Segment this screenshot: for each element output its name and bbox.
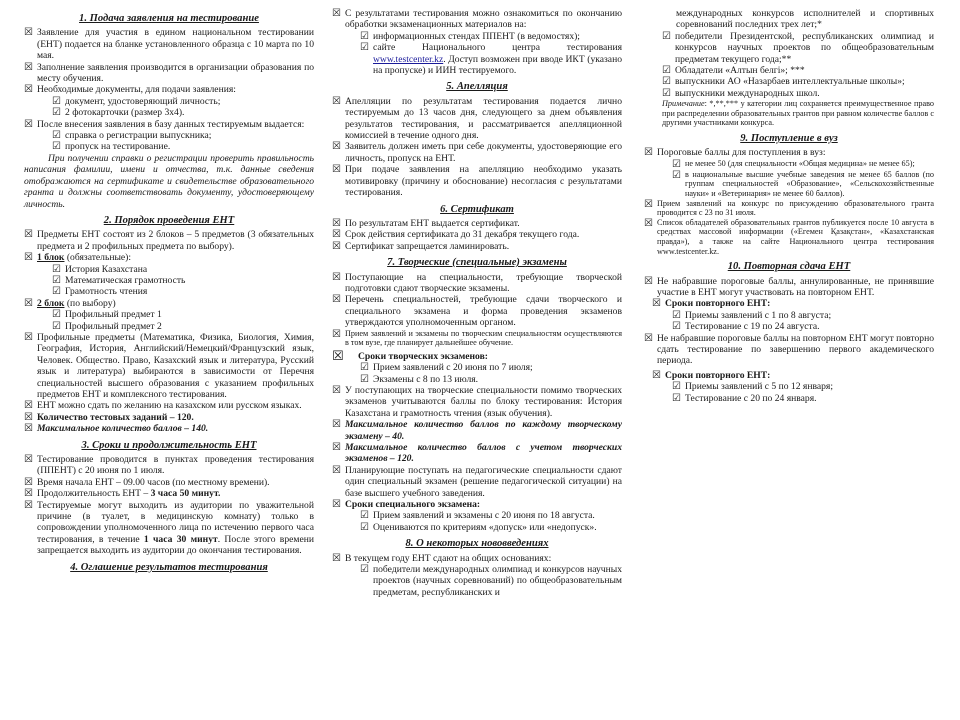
checkbox-icon: ☒ xyxy=(24,229,33,241)
list-item: ☒ Не набравшие пороговые баллы на повторном ЕНТ могут повторно сдать тестирование по завершению первого академического периода. xyxy=(644,332,934,367)
checkbox-icon: ☒ xyxy=(332,464,341,476)
list-item: ☒ Максимальное количество баллов с учетом творческих экзаменов – 120. xyxy=(332,442,622,465)
list-item: ☒ В текущем году ЕНТ сдают на общих основаниях: xyxy=(332,552,552,564)
list-subitem: ☑ выпускники международных школ. xyxy=(662,87,820,99)
checkbox-icon: ☒ xyxy=(332,217,341,229)
tick-icon: ☑ xyxy=(672,381,681,393)
list-item: ☒ У поступающих на творческие специальности помимо творческих экзаменов учитываются баллы по блоку тестирования: История Казахстана и грамотность чтения (язык обучения). xyxy=(332,384,622,419)
list-subitem: ☑ документ, удостоверяющий личность; xyxy=(52,95,221,107)
checkbox-icon: ☒ xyxy=(24,499,33,511)
checkbox-icon: ☒ xyxy=(24,118,33,130)
section-title-results: 4. Оглашение результатов тестирования xyxy=(70,561,268,573)
checkbox-icon: ☒ xyxy=(644,147,653,159)
checkbox-icon: ☒ xyxy=(644,217,653,229)
list-subitem: ☑ Обладатели «Алтын белгі»; *** xyxy=(662,65,805,77)
section-title-retake: 10. Повторная сдача ЕНТ xyxy=(727,261,851,273)
list-item: ☒ Тестирование проводится в пунктах проведения тестирования (ППЕНТ) с 20 июня по 1 июля. xyxy=(24,454,314,477)
checkbox-icon: ☒ xyxy=(332,229,341,241)
list-item: ☒ Сроки творческих экзаменов: xyxy=(332,348,488,364)
list-item: ☒ По результатам ЕНТ выдается сертификат. xyxy=(332,217,520,229)
checkbox-icon: ☒ xyxy=(332,294,341,306)
list-item: ☒ Тестируемые могут выходить из аудитории по уважительной причине (в туалет, в медицинскую комнату) только в сопровождении уполномоченного лица по истечению первого часа тестирования, в течение 1 часа 30 минут. После этого времени запрещается выходить из аудитории до окончания тестирования. xyxy=(24,499,314,557)
list-subitem: ☑ История Казахстана xyxy=(52,263,148,275)
list-item: ☒ ЕНТ можно сдать по желанию на казахском или русском языках. xyxy=(24,400,302,412)
tick-icon: ☑ xyxy=(52,286,61,298)
tick-icon: ☑ xyxy=(52,320,61,332)
tick-icon: ☑ xyxy=(52,309,61,321)
tick-icon: ☑ xyxy=(52,107,61,119)
tick-icon: ☑ xyxy=(672,321,681,333)
section-title-timing: 3. Сроки и продолжительность ЕНТ xyxy=(81,439,257,451)
list-subitem: ☑ победители международных олимпиад и конкурсов научных проектов (научных соревнований) по общеобразовательным предметам, республиканских и xyxy=(360,564,622,598)
checkbox-icon: ☒ xyxy=(24,476,33,488)
list-subitem: ☑ пропуск на тестирование. xyxy=(52,141,171,153)
list-subitem: ☑ справка о регистрации выпускника; xyxy=(52,130,212,142)
list-subitem: ☑ информационных стендах ППЕНТ (в ведомостях); xyxy=(360,30,580,42)
list-item: ☒ Прием заявлений и экзамены по творческим специальностям осуществляются в том вузе, где планирует дальнейшее обучение. xyxy=(332,328,622,348)
list-item: ☒ 1 блок (обязательные): xyxy=(24,252,132,264)
column-right xyxy=(644,8,934,404)
list-item: ☒ Сроки повторного ЕНТ: xyxy=(652,298,771,310)
section-title-certificate: 6. Сертификат xyxy=(440,203,514,215)
checkbox-icon: ☒ xyxy=(332,141,341,153)
checkbox-icon: ☒ xyxy=(332,348,344,364)
checkbox-icon: ☒ xyxy=(652,298,661,310)
checkbox-icon: ☒ xyxy=(24,411,33,423)
list-item: ☒ Необходимые документы, для подачи заявления: xyxy=(24,84,236,96)
section-title-application: 1. Подача заявления на тестирование xyxy=(79,13,259,24)
tick-icon: ☑ xyxy=(52,95,61,107)
checkbox-icon: ☒ xyxy=(332,8,341,19)
checkbox-icon: ☒ xyxy=(332,240,341,252)
checkbox-icon: ☒ xyxy=(332,419,341,431)
list-subitem: ☑ выпускники АО «Назарбаев интеллектуальные школы»; xyxy=(662,76,905,88)
section-title-appeal: 5. Апелляция xyxy=(446,81,508,93)
tick-icon: ☑ xyxy=(672,309,681,321)
section-title-creative-exams: 7. Творческие (специальные) экзамены xyxy=(387,257,567,269)
checkbox-icon: ☒ xyxy=(24,84,33,96)
list-subitem: ☑ победители Президентской, республиканских олимпиад и конкурсов научных проектов по общеобразовательным предметам текущего года;** xyxy=(662,30,934,65)
checkbox-icon: ☒ xyxy=(24,27,33,39)
checkbox-icon: ☒ xyxy=(644,198,653,210)
tick-icon: ☑ xyxy=(52,274,61,286)
tick-icon: ☑ xyxy=(360,373,369,385)
list-subitem: ☑ Прием заявлений с 20 июня по 7 июля; xyxy=(360,362,533,374)
section-title-procedure: 2. Порядок проведения ЕНТ xyxy=(103,214,235,226)
list-item: ☒ После внесения заявления в базу данных тестируемым выдается: xyxy=(24,118,305,130)
list-item: ☒ Список обладателей образовательных грантов публикуется после 10 августа в средствах массовой информации («Егемен Қазақстан», «Казахстанская правда»), а также на сайте Национального центра тестирования www.testcenter.kz. xyxy=(644,217,934,256)
checkbox-icon: ☒ xyxy=(24,400,33,412)
registration-note: При получении справки о регистрации проверить правильность написания фамилии, имени и отчества, т.к. данные сведения отображаются на сертификате и свидетельстве образовательного гранта и должны соответствовать документу, удостоверяющему личность. xyxy=(24,152,314,210)
list-subitem: ☑ Прием заявлений и экзамены с 20 июня по 18 августа. xyxy=(360,510,595,522)
list-item: ☒ С результатами тестирования можно ознакомиться по окончанию обработки экзаменационных материалов на: xyxy=(332,8,622,31)
checkbox-icon: ☒ xyxy=(332,499,341,511)
list-subitem: ☑ Тестирование с 19 по 24 августа. xyxy=(672,321,820,333)
checkbox-icon: ☒ xyxy=(24,454,33,466)
list-subitem: ☑ сайте Национального центра тестирования www.testcenter.kz. Доступ возможен при вводе ИКТ (указано на пропуске) и ИИН тестируемого. xyxy=(360,42,622,77)
list-item: ☒ Не набравшие пороговые баллы, аннулированные, не принявшие участие в ЕНТ могут участвовать на повторном ЕНТ. xyxy=(644,275,934,298)
checkbox-icon: ☒ xyxy=(644,275,653,287)
checkbox-icon: ☒ xyxy=(332,95,341,107)
checkbox-icon: ☒ xyxy=(24,488,33,500)
tick-icon: ☑ xyxy=(662,65,671,77)
list-subitem: ☑ Экзамены с 8 по 13 июля. xyxy=(360,373,479,385)
list-item: ☒ Пороговые баллы для поступления в вуз: xyxy=(644,147,826,159)
list-subitem: ☑ Тестирование с 20 по 24 января. xyxy=(672,392,817,404)
list-item: ☒ Срок действия сертификата до 31 декабря текущего года. xyxy=(332,229,580,241)
tick-icon: ☑ xyxy=(662,30,671,42)
list-item: ☒ Количество тестовых заданий – 120. xyxy=(24,411,194,423)
continued-text: международных конкурсов исполнителей и спортивных соревнований последних трех лет;* xyxy=(676,8,934,31)
list-item: ☒ Сроки специального экзамена: xyxy=(332,499,481,511)
tick-icon: ☑ xyxy=(360,521,369,533)
checkbox-icon: ☒ xyxy=(24,61,33,73)
list-subitem: ☑ Профильный предмет 1 xyxy=(52,309,162,321)
list-item: ☒ Продолжительность ЕНТ – 3 часа 50 минут. xyxy=(24,488,221,500)
checkbox-icon: ☒ xyxy=(332,164,341,176)
list-subitem: ☑ Оцениваются по критериям «допуск» или «недопуск». xyxy=(360,521,597,533)
list-item: ☒ При подаче заявления на апелляцию необходимо указать мотивировку (причину и обоснование) несогласия с результатами тестирования. xyxy=(332,164,622,199)
list-item: ☒ Поступающие на специальности, требующие творческой подготовки сдают творческие экзамены. xyxy=(332,271,622,294)
list-item: ☒ Перечень специальностей, требующие сдачи творческого и специального экзамена и форма проведения экзаменов утверждаются уполномоченным органом. xyxy=(332,294,622,329)
checkbox-icon: ☒ xyxy=(644,332,653,344)
list-item: ☒ Прием заявлений на конкурс по присуждению образовательного гранта проводится с 23 по 31 июля. xyxy=(644,198,934,218)
column-left xyxy=(24,8,314,576)
list-subitem: ☑ в национальные высшие учебные заведения не менее 65 баллов (по группам специальностей «Образование», «Сельскохозяйственные науки» и «Ветеринария» не менее 60 баллов). xyxy=(672,169,934,199)
list-item: ☒ Максимальное количество баллов по каждому творческому экзамену – 40. xyxy=(332,419,622,442)
list-item: ☒ Максимальное количество баллов – 140. xyxy=(24,423,209,435)
tick-icon: ☑ xyxy=(672,392,681,404)
list-item: ☒ Время начала ЕНТ – 09.00 часов (по местному времени). xyxy=(24,476,270,488)
tick-icon: ☑ xyxy=(672,169,681,181)
tick-icon: ☑ xyxy=(662,87,671,99)
list-item: ☒ Сертификат запрещается ламинировать. xyxy=(332,240,510,252)
footnote: Примечание: *,**,*** у категории лиц сохраняется преимущественное право при распределении образовательных грантов при равном количестве баллов с другими участниками конкурса. xyxy=(662,99,934,128)
tick-icon: ☑ xyxy=(360,564,369,576)
list-item: ☒ Заявитель должен иметь при себе документы, удостоверяющие его личность, пропуск на ЕНТ. xyxy=(332,141,622,164)
list-item: ☒ Планирующие поступать на педагогические специальности сдают один специальный экзамен (решение педагогической ситуации) на базе высшего учебного заведения. xyxy=(332,464,622,499)
list-item: ☒ Профильные предметы (Математика, Физика, Биология, Химия, География, История, Английский/Немецкий/Французский язык, Человек. Общество. Право, Казахский язык и литература, Русский язык и литература) выбираются в зависимости от Перечня специальностей высшего образования с указанием профильных предметов ЕНТ и комплексного тестирования. xyxy=(24,331,314,400)
tick-icon: ☑ xyxy=(52,263,61,275)
checkbox-icon: ☒ xyxy=(24,423,33,435)
list-subitem: ☑ не менее 50 (для специальности «Общая медицина» не менее 65); xyxy=(672,158,915,170)
checkbox-icon: ☒ xyxy=(24,297,33,309)
column-middle xyxy=(332,8,622,598)
checkbox-icon: ☒ xyxy=(332,384,341,396)
list-item: ☒ Заполнение заявления производится в организации образования по месту обучения. xyxy=(24,61,314,85)
list-subitem: ☑ Профильный предмет 2 xyxy=(52,320,162,332)
testcenter-link[interactable]: www.testcenter.kz xyxy=(373,53,444,65)
list-item: ☒ Заявление для участия в едином национальном тестировании (ЕНТ) подается на бланке установленного образца с 10 марта по 10 мая. xyxy=(24,27,314,62)
checkbox-icon: ☒ xyxy=(652,369,661,381)
tick-icon: ☑ xyxy=(672,158,681,170)
tick-icon: ☑ xyxy=(360,362,369,374)
tick-icon: ☑ xyxy=(360,30,369,42)
list-subitem: ☑ Приемы заявлений с 5 по 12 января; xyxy=(672,381,834,393)
list-item: ☒ 2 блок (по выбору) xyxy=(24,297,116,309)
tick-icon: ☑ xyxy=(662,76,671,88)
checkbox-icon: ☒ xyxy=(332,328,341,340)
section-title-innovations: 8. О некоторых нововведениях xyxy=(405,538,549,550)
checkbox-icon: ☒ xyxy=(332,442,341,453)
list-item: ☒ Сроки повторного ЕНТ: xyxy=(652,369,771,381)
list-item: ☒ Предметы ЕНТ состоят из 2 блоков – 5 предметов (3 обязательных предмета и 2 профильных предмета по выбору). xyxy=(24,229,314,252)
tick-icon: ☑ xyxy=(360,42,369,54)
list-subitem: ☑ Математическая грамотность xyxy=(52,274,186,286)
section-title-admission: 9. Поступление в вуз xyxy=(740,133,838,145)
checkbox-icon: ☒ xyxy=(332,271,341,283)
tick-icon: ☑ xyxy=(360,510,369,522)
tick-icon: ☑ xyxy=(52,141,61,153)
checkbox-icon: ☒ xyxy=(24,331,33,343)
list-item: ☒ Апелляции по результатам тестирования подается лично тестируемым до 13 часов дня, следующего за днем объявления результатов тестирования, и рассматривается апелляционной комиссией в течение одного дня. xyxy=(332,95,622,142)
checkbox-icon: ☒ xyxy=(24,252,33,264)
checkbox-icon: ☒ xyxy=(332,552,341,564)
list-subitem: ☑ Грамотность чтения xyxy=(52,286,148,298)
tick-icon: ☑ xyxy=(52,130,61,142)
list-subitem: ☑ Приемы заявлений с 1 по 8 августа; xyxy=(672,309,832,321)
list-subitem: ☑ 2 фотокарточки (размер 3х4). xyxy=(52,107,185,119)
